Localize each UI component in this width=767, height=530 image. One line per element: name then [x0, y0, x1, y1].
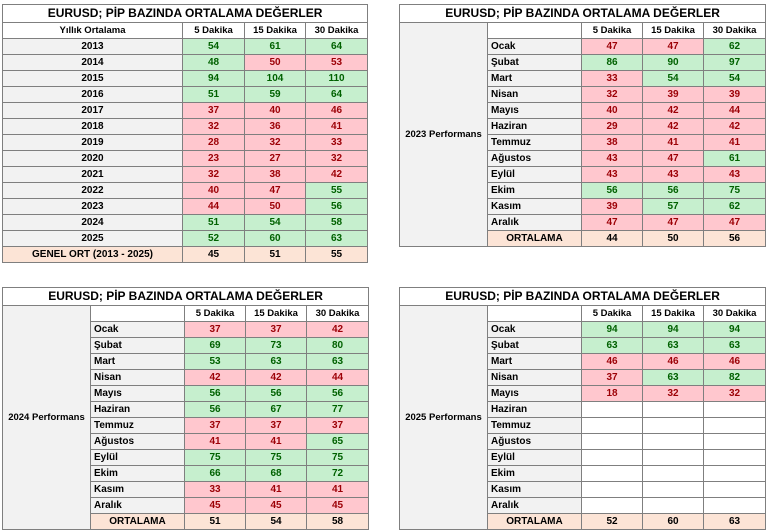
value-cell: 41 — [246, 482, 307, 498]
month-label: Ağustos — [488, 151, 582, 167]
footer-label: ORTALAMA — [488, 231, 582, 247]
value-cell: 54 — [704, 71, 766, 87]
value-cell: 33 — [306, 135, 368, 151]
value-cell: 44 — [183, 199, 245, 215]
month-label: Aralık — [488, 215, 582, 231]
month-label: Aralık — [488, 498, 582, 514]
value-cell — [582, 402, 643, 418]
month-label: Ağustos — [488, 434, 582, 450]
month-label: Ekim — [488, 466, 582, 482]
value-cell: 63 — [704, 338, 766, 354]
table-row — [3, 87, 368, 103]
value-cell: 46 — [643, 354, 704, 370]
value-cell: 97 — [704, 55, 766, 71]
value-cell: 63 — [643, 370, 704, 386]
value-cell: 63 — [246, 354, 307, 370]
value-cell: 61 — [245, 39, 306, 55]
value-cell: 47 — [582, 215, 643, 231]
month-label: Şubat — [488, 55, 582, 71]
value-cell: 42 — [246, 370, 307, 386]
value-cell: 67 — [246, 402, 307, 418]
month-label: Kasım — [91, 482, 185, 498]
value-cell: 62 — [704, 199, 766, 215]
value-cell: 82 — [704, 370, 766, 386]
value-cell: 28 — [183, 135, 245, 151]
month-label: Şubat — [91, 338, 185, 354]
value-cell: 42 — [185, 370, 246, 386]
row-label: 2022 — [3, 183, 183, 199]
performance-year-label: 2023 Performans — [400, 23, 488, 247]
footer-value: 63 — [704, 514, 766, 530]
column-header: 15 Dakika — [643, 23, 704, 39]
value-cell: 47 — [643, 39, 704, 55]
value-cell: 61 — [704, 151, 766, 167]
value-cell: 47 — [704, 215, 766, 231]
value-cell: 43 — [643, 167, 704, 183]
row-label: 2023 — [3, 199, 183, 215]
value-cell — [643, 466, 704, 482]
month-label: Kasım — [488, 199, 582, 215]
month-label: Mart — [488, 71, 582, 87]
value-cell: 37 — [307, 418, 369, 434]
value-cell: 43 — [582, 167, 643, 183]
value-cell: 42 — [643, 103, 704, 119]
table-title: EURUSD; PİP BAZINDA ORTALAMA DEĞERLER — [400, 288, 766, 306]
value-cell: 62 — [704, 39, 766, 55]
table-row — [3, 199, 368, 215]
column-header: 5 Dakika — [582, 306, 643, 322]
value-cell: 50 — [245, 199, 306, 215]
month-label: Mayıs — [488, 386, 582, 402]
month-label: Şubat — [488, 338, 582, 354]
value-cell: 45 — [307, 498, 369, 514]
month-label: Haziran — [91, 402, 185, 418]
month-label: Ağustos — [91, 434, 185, 450]
footer-value: 55 — [306, 247, 368, 263]
value-cell — [704, 498, 766, 514]
value-cell: 32 — [643, 386, 704, 402]
month-header — [91, 306, 185, 322]
value-cell: 110 — [306, 71, 368, 87]
table-row — [3, 103, 368, 119]
month-header — [488, 23, 582, 39]
value-cell: 75 — [704, 183, 766, 199]
value-cell: 72 — [307, 466, 369, 482]
table-title: EURUSD; PİP BAZINDA ORTALAMA DEĞERLER — [400, 5, 766, 23]
row-label: 2021 — [3, 167, 183, 183]
value-cell — [704, 466, 766, 482]
row-label: 2013 — [3, 39, 183, 55]
value-cell: 58 — [306, 215, 368, 231]
value-cell: 51 — [183, 215, 245, 231]
footer-value: 51 — [185, 514, 246, 530]
month-label: Haziran — [488, 119, 582, 135]
value-cell: 47 — [245, 183, 306, 199]
performance-year-label: 2024 Performans — [3, 306, 91, 530]
column-header: 30 Dakika — [306, 23, 368, 39]
value-cell: 54 — [643, 71, 704, 87]
value-cell: 55 — [306, 183, 368, 199]
value-cell: 73 — [246, 338, 307, 354]
column-header: 30 Dakika — [704, 23, 766, 39]
column-header: 5 Dakika — [185, 306, 246, 322]
value-cell: 50 — [245, 55, 306, 71]
value-cell: 42 — [643, 119, 704, 135]
value-cell: 32 — [245, 135, 306, 151]
value-cell: 64 — [306, 87, 368, 103]
value-cell: 37 — [185, 322, 246, 338]
value-cell: 54 — [245, 215, 306, 231]
value-cell: 53 — [185, 354, 246, 370]
value-cell — [643, 402, 704, 418]
table-row — [3, 215, 368, 231]
value-cell: 44 — [704, 103, 766, 119]
footer-value: 44 — [582, 231, 643, 247]
value-cell: 43 — [704, 167, 766, 183]
value-cell: 40 — [245, 103, 306, 119]
month-label: Eylül — [488, 167, 582, 183]
value-cell: 56 — [643, 183, 704, 199]
column-header: 30 Dakika — [307, 306, 369, 322]
row-label: 2019 — [3, 135, 183, 151]
value-cell: 63 — [582, 338, 643, 354]
value-cell — [643, 450, 704, 466]
month-label: Ocak — [91, 322, 185, 338]
month-header — [488, 306, 582, 322]
value-cell — [643, 418, 704, 434]
value-cell: 42 — [306, 167, 368, 183]
value-cell: 41 — [246, 434, 307, 450]
value-cell: 104 — [245, 71, 306, 87]
footer-label: ORTALAMA — [91, 514, 185, 530]
row-label: 2025 — [3, 231, 183, 247]
value-cell: 56 — [246, 386, 307, 402]
value-cell: 40 — [582, 103, 643, 119]
value-cell — [704, 434, 766, 450]
value-cell: 39 — [704, 87, 766, 103]
month-label: Ocak — [488, 39, 582, 55]
value-cell: 75 — [246, 450, 307, 466]
footer-value: 58 — [307, 514, 369, 530]
month-label: Temmuz — [91, 418, 185, 434]
value-cell: 90 — [643, 55, 704, 71]
value-cell: 43 — [582, 151, 643, 167]
month-label: Nisan — [91, 370, 185, 386]
month-label: Eylül — [91, 450, 185, 466]
value-cell: 46 — [582, 354, 643, 370]
value-cell: 32 — [704, 386, 766, 402]
value-cell: 63 — [307, 354, 369, 370]
value-cell: 47 — [643, 151, 704, 167]
value-cell: 44 — [307, 370, 369, 386]
value-cell: 56 — [306, 199, 368, 215]
footer-value: 50 — [643, 231, 704, 247]
value-cell: 60 — [245, 231, 306, 247]
value-cell: 18 — [582, 386, 643, 402]
value-cell: 94 — [704, 322, 766, 338]
footer-value: 56 — [704, 231, 766, 247]
value-cell: 63 — [643, 338, 704, 354]
value-cell: 45 — [246, 498, 307, 514]
table-title: EURUSD; PİP BAZINDA ORTALAMA DEĞERLER — [3, 288, 369, 306]
value-cell: 56 — [185, 386, 246, 402]
value-cell: 75 — [307, 450, 369, 466]
value-cell: 64 — [306, 39, 368, 55]
column-header: 5 Dakika — [582, 23, 643, 39]
value-cell: 59 — [245, 87, 306, 103]
table-row — [3, 151, 368, 167]
value-cell: 29 — [582, 119, 643, 135]
value-cell: 57 — [643, 199, 704, 215]
value-cell: 52 — [183, 231, 245, 247]
value-cell: 33 — [582, 71, 643, 87]
value-cell: 56 — [582, 183, 643, 199]
value-cell: 41 — [704, 135, 766, 151]
value-cell: 41 — [643, 135, 704, 151]
row-label: 2016 — [3, 87, 183, 103]
value-cell — [704, 482, 766, 498]
table-row — [3, 231, 368, 247]
value-cell: 37 — [183, 103, 245, 119]
value-cell: 37 — [582, 370, 643, 386]
value-cell — [643, 434, 704, 450]
month-label: Mayıs — [488, 103, 582, 119]
footer-value: 52 — [582, 514, 643, 530]
value-cell: 46 — [704, 354, 766, 370]
column-header: Yıllık Ortalama — [3, 23, 183, 39]
column-header: 30 Dakika — [704, 306, 766, 322]
value-cell: 32 — [183, 119, 245, 135]
table-row — [3, 71, 368, 87]
value-cell: 45 — [185, 498, 246, 514]
month-label: Eylül — [488, 450, 582, 466]
row-label: 2020 — [3, 151, 183, 167]
value-cell: 23 — [183, 151, 245, 167]
footer-value: 45 — [183, 247, 245, 263]
value-cell: 36 — [245, 119, 306, 135]
month-label: Ocak — [488, 322, 582, 338]
footer-value: 60 — [643, 514, 704, 530]
table-row — [3, 55, 368, 71]
value-cell: 65 — [307, 434, 369, 450]
column-header: 15 Dakika — [245, 23, 306, 39]
value-cell: 86 — [582, 55, 643, 71]
footer-value: 54 — [246, 514, 307, 530]
value-cell: 47 — [582, 39, 643, 55]
table-row — [3, 183, 368, 199]
value-cell — [582, 466, 643, 482]
month-label: Kasım — [488, 482, 582, 498]
table-row — [3, 167, 368, 183]
column-header: 15 Dakika — [643, 306, 704, 322]
value-cell: 42 — [704, 119, 766, 135]
value-cell: 66 — [185, 466, 246, 482]
month-label: Mayıs — [91, 386, 185, 402]
performance-2023-table — [399, 4, 766, 247]
value-cell: 27 — [245, 151, 306, 167]
value-cell: 80 — [307, 338, 369, 354]
value-cell — [704, 450, 766, 466]
value-cell: 42 — [307, 322, 369, 338]
performance-2024-table — [2, 287, 369, 530]
month-label: Ekim — [488, 183, 582, 199]
row-label: 2014 — [3, 55, 183, 71]
value-cell: 69 — [185, 338, 246, 354]
value-cell: 48 — [183, 55, 245, 71]
value-cell — [643, 498, 704, 514]
value-cell: 41 — [306, 119, 368, 135]
footer-label: ORTALAMA — [488, 514, 582, 530]
month-label: Ekim — [91, 466, 185, 482]
row-label: 2018 — [3, 119, 183, 135]
value-cell: 75 — [185, 450, 246, 466]
value-cell: 41 — [307, 482, 369, 498]
value-cell: 53 — [306, 55, 368, 71]
value-cell: 63 — [306, 231, 368, 247]
table-title: EURUSD; PİP BAZINDA ORTALAMA DEĞERLER — [3, 5, 368, 23]
month-label: Nisan — [488, 87, 582, 103]
value-cell: 40 — [183, 183, 245, 199]
value-cell — [582, 450, 643, 466]
yearly-table — [2, 4, 368, 263]
value-cell: 37 — [246, 322, 307, 338]
table-row — [3, 39, 368, 55]
row-label: 2024 — [3, 215, 183, 231]
value-cell: 46 — [306, 103, 368, 119]
value-cell — [582, 434, 643, 450]
row-label: 2015 — [3, 71, 183, 87]
value-cell: 41 — [185, 434, 246, 450]
value-cell — [704, 402, 766, 418]
column-header: 5 Dakika — [183, 23, 245, 39]
column-header: 15 Dakika — [246, 306, 307, 322]
performance-2025-table — [399, 287, 766, 530]
row-label: 2017 — [3, 103, 183, 119]
month-label: Temmuz — [488, 418, 582, 434]
value-cell — [582, 418, 643, 434]
value-cell: 32 — [306, 151, 368, 167]
value-cell: 94 — [643, 322, 704, 338]
value-cell: 56 — [307, 386, 369, 402]
value-cell: 37 — [185, 418, 246, 434]
value-cell: 39 — [582, 199, 643, 215]
month-label: Mart — [91, 354, 185, 370]
value-cell — [582, 482, 643, 498]
value-cell: 68 — [246, 466, 307, 482]
value-cell: 51 — [183, 87, 245, 103]
value-cell: 37 — [246, 418, 307, 434]
footer-value: 51 — [245, 247, 306, 263]
month-label: Aralık — [91, 498, 185, 514]
performance-year-label: 2025 Performans — [400, 306, 488, 530]
table-row — [3, 135, 368, 151]
month-label: Temmuz — [488, 135, 582, 151]
value-cell: 38 — [245, 167, 306, 183]
table-row — [3, 119, 368, 135]
value-cell: 33 — [185, 482, 246, 498]
month-label: Haziran — [488, 402, 582, 418]
value-cell: 47 — [643, 215, 704, 231]
value-cell: 38 — [582, 135, 643, 151]
footer-label: GENEL ORT (2013 - 2025) — [3, 247, 183, 263]
value-cell: 54 — [183, 39, 245, 55]
value-cell: 32 — [183, 167, 245, 183]
value-cell: 94 — [183, 71, 245, 87]
value-cell — [704, 418, 766, 434]
value-cell — [582, 498, 643, 514]
value-cell: 56 — [185, 402, 246, 418]
value-cell — [643, 482, 704, 498]
value-cell: 94 — [582, 322, 643, 338]
value-cell: 77 — [307, 402, 369, 418]
value-cell: 39 — [643, 87, 704, 103]
month-label: Nisan — [488, 370, 582, 386]
month-label: Mart — [488, 354, 582, 370]
value-cell: 32 — [582, 87, 643, 103]
